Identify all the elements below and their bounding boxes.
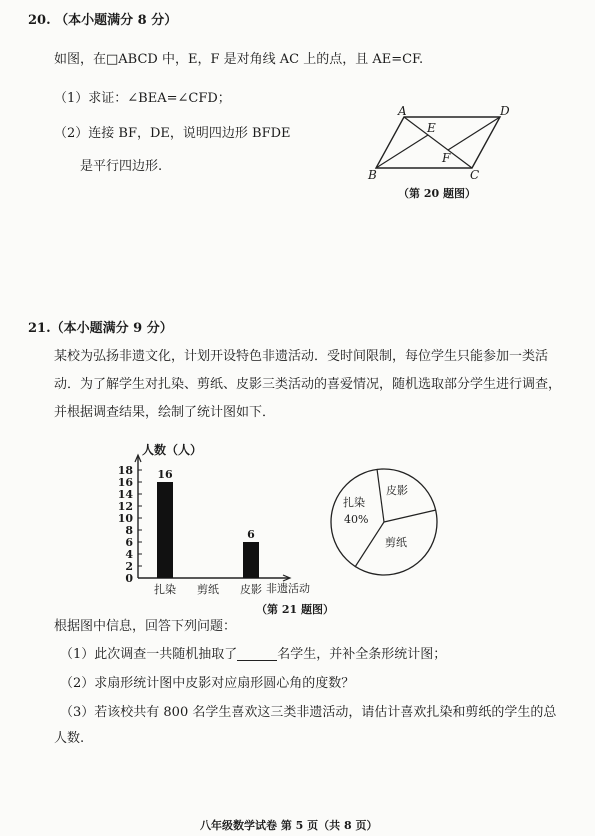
q21-answer-blank[interactable] [237, 648, 277, 661]
pie-divider-top [377, 469, 384, 522]
pie-label-zhaoran: 扎染 [343, 496, 365, 509]
q20-part2-line2: 是平行四边形. [80, 159, 163, 174]
bar-chart-xlabel: 非遗活动 [266, 582, 310, 595]
q21-part2: （2）求扇形统计图中皮影对应扇形圆心角的度数？ [60, 676, 355, 691]
q21-part1-text-a: （1）此次调查一共随机抽取了 [60, 647, 238, 662]
q20-figure-caption: （第 20 题图） [398, 187, 476, 200]
page-footer: 八年级数学试卷 第 5 页（共 8 页） [200, 819, 378, 832]
label-e: E [427, 121, 436, 135]
q21-part3-line1: （3）若该校共有 800 名学生喜欢这三类非遗活动，请估计喜欢扎染和剪纸的学生的总 [60, 705, 557, 720]
q21-header: 21.（本小题满分 9 分） [28, 321, 173, 336]
q21-part1-text-b: 名学生，并补全条形统计图； [277, 647, 447, 662]
label-c: C [470, 168, 480, 182]
bar-data-label: 16 [157, 468, 173, 481]
q20-header [28, 14, 177, 27]
bar-y-tick-label: 4 [125, 548, 133, 561]
q21-prompt: 根据图中信息，回答下列问题： [54, 619, 237, 634]
pie-divider-right [384, 510, 436, 522]
label-b: B [368, 168, 377, 182]
bar-chart-marks [157, 468, 259, 578]
q21-figure-caption: （第 21 题图） [256, 603, 334, 616]
pie-label-jianzhi: 剪纸 [385, 536, 407, 549]
bar-chart [100, 440, 330, 600]
pie-chart [328, 466, 440, 578]
q20-part1: （1）求证：∠BEA=∠CFD； [54, 91, 231, 106]
bar-chart-ylabel: 人数（人） [142, 443, 203, 457]
q21-stem-line2: 动．为了解学生对扎染、剪纸、皮影三类活动的喜爱情况，随机选取部分学生进行调查， [54, 377, 562, 392]
label-d: D [500, 104, 510, 118]
bar-y-tick-label: 16 [117, 476, 133, 489]
bar-chart-axes [118, 455, 290, 596]
bar-y-tick-label: 18 [117, 464, 133, 477]
q21-part1 [60, 648, 446, 661]
segment-be [376, 135, 428, 168]
q20-score: （本小题满分 8 分） [55, 13, 178, 28]
q21-part3-line2: 人数. [54, 731, 85, 746]
bar [157, 482, 173, 578]
q20-number: 20. [28, 13, 51, 28]
bar [243, 542, 259, 578]
bar-x-tick-label: 扎染 [154, 583, 176, 596]
bar-y-tick-label: 14 [117, 488, 133, 501]
bar-x-tick-label: 剪纸 [197, 583, 219, 596]
q20-stem: 如图，在□ABCD 中，E，F 是对角线 AC 上的点，且 AE=CF. [54, 52, 424, 67]
bar-x-tick-label: 皮影 [240, 583, 262, 596]
diagonal-ac [404, 117, 472, 168]
bar-y-tick-label: 12 [117, 500, 133, 513]
segment-fd [448, 117, 500, 150]
bar-y-tick-label: 10 [117, 512, 133, 525]
pie-divider-bottom [355, 522, 384, 567]
q21-stem-line3: 并根据调查结果，绘制了统计图如下． [54, 405, 276, 420]
q20-part2-line1: （2）连接 BF，DE，说明四边形 BFDE [54, 126, 291, 141]
bar-y-tick-label: 0 [125, 572, 133, 585]
bar-y-tick-label: 2 [125, 560, 133, 573]
q20-parallelogram-figure [360, 105, 520, 180]
q21-stem-line1: 某校为弘扬非遗文化，计划开设特色非遗活动．受时间限制，每位学生只能参加一类活 [54, 349, 549, 364]
bar-data-label: 6 [247, 528, 255, 541]
label-a: A [398, 104, 407, 118]
pie-value-zhaoran: 40% [344, 513, 369, 526]
pie-label-piying: 皮影 [386, 484, 408, 497]
bar-y-tick-label: 8 [125, 524, 133, 537]
bar-y-tick-label: 6 [125, 536, 133, 549]
label-f: F [442, 151, 451, 165]
